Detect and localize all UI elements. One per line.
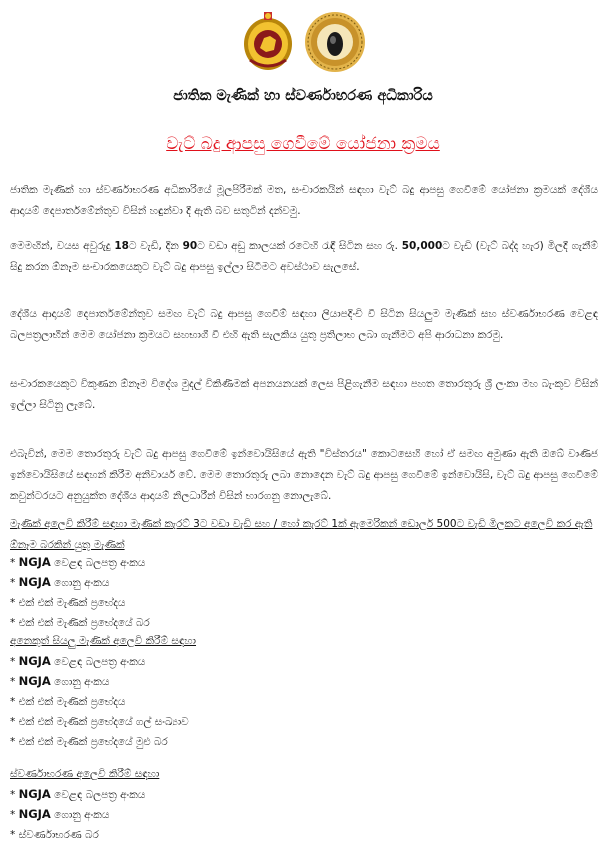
- amount-value: 50,000: [401, 240, 443, 252]
- list-item: * NGJA ගොනු අංකය: [10, 807, 110, 821]
- list-item: * NGJA වෙළඳ බලපත්‍ර අංකය: [10, 787, 146, 801]
- list-item: * NGJA වෙළඳ බලපත්‍ර අංකය: [10, 654, 146, 668]
- section-list-other-gems: [10, 652, 189, 752]
- section-heading-other-gems: අනෙකුත් සියලු මැණික් අලෙවි කිරීම් සඳහා: [10, 635, 197, 647]
- days-value: 90: [182, 240, 198, 252]
- list-item: * ස්වර්ණාභරණ බර: [10, 829, 99, 841]
- section-list-jewellery: [10, 785, 145, 845]
- page-title: වැට් බදු ආපසු ගෙවීමේ යෝජනා ක්‍රමය: [166, 134, 440, 154]
- list-item: * එක් එක් මැණික් ප්‍රභේදය: [10, 597, 126, 609]
- section-heading-jewellery: ස්වර්ණාභරණ අලෙවි කිරීම් සඳහා: [10, 768, 160, 780]
- list-item: * එක් එක් මැණික් ප්‍රභේදයේ බර: [10, 617, 150, 629]
- central-bank-paragraph: සංචාරකයෙකුට විකුණන ඕනෑම විදේශ මුදල් විකිණීමක් අපනයනයක් ලෙස පිළිගැනීම සඳහා පහත තොරතුරු ශ්‍රී ලංකා මහ බැංකුව විසින් ඉල්ලා සිටිනු ලැබේ.: [10, 378, 598, 411]
- section-list-gem-high-value: [10, 553, 150, 633]
- ngja-logo-icon: [303, 10, 367, 74]
- list-item: * NGJA ගොනු අංකය: [10, 674, 110, 688]
- list-item: * එක් එක් මැණික් ප්‍රභේදයේ මුළු බර: [10, 736, 168, 748]
- header-logos: [0, 6, 606, 78]
- organization-name: ජාතික මැණික් හා ස්වර්ණාභරණ අධිකාරිය: [173, 88, 433, 104]
- list-item: * NGJA වෙළඳ බලපත්‍ර අංකය: [10, 555, 146, 569]
- section-heading-gem-high-value: මැණික් අලෙවි කිරීම් සඳහා මැණික් කැරට් 3ට වඩා වැඩි සහ / හෝ කැරට් 1ක් ඇමෙරිකන් ඩොලර් 500ට වැඩි මිලකට අලෙවි කර ඇති ඕනෑම බරකින් යුතු මැණික්: [10, 518, 593, 551]
- eligibility-paragraph: මෙමඟින්, වයස අවුරුදු 18ට වැඩි, දින 90ට වඩා අඩු කාලයක් රටෙහි රැඳී සිටින සහ රු. 50,000ට වැඩි (වැට් බද්ද හැර) මිලදී ගැනීම් සිදු කරන ඕනෑම සංචාරකයෙකුට වැට් බදු ආපසු ඉල්ලා සිටීමට අවස්ථාව සැලසේ.: [10, 240, 598, 273]
- invitation-paragraph: දේශීය ආදායම් දෙපාර්තමේන්තුව සමඟ වැට් බදු ආපසු ගෙවීම් සඳහා ලියාපදිංචි වී සිටින සියලුම මැණික් සහ ස්වර්ණාභරණ වෙළඳ බලපත්‍රලාභීන් මෙම යෝජනා ක්‍රමයට සහභාගී වී එහි ඇති සැලකිය යුතු ප්‍රතිලාභ ලබා ගැනීමට අපි ආරාධනා කරමු.: [10, 308, 598, 341]
- list-item: * එක් එක් මැණික් ප්‍රභේදයේ ගල් සංඛ්‍යාව: [10, 716, 189, 728]
- list-item: * එක් එක් මැණික් ප්‍රභේදය: [10, 696, 126, 708]
- intro-paragraph: ජාතික මැණික් හා ස්වර්ණාභරණ අධිකාරියේ මූලපිරීමක් මත, සංචාරකයින් සඳහා වැට් බදු ආපසු ගෙවීමේ යෝජනා ක්‍රමයක් දේශීය ආදායම් දෙපාර්තමේන්තුව විසින් හඳුන්වා දී ඇති බව සතුටින් දන්වමු.: [10, 184, 598, 217]
- list-item: * NGJA ගොනු අංකය: [10, 575, 110, 589]
- sri-lanka-emblem-icon: [240, 10, 296, 74]
- mandatory-info-paragraph: එබැවින්, මෙම තොරතුරු වැට් බදු ආපසු ගෙවීමේ ඉන්වොයිසියේ ඇති "විස්තරය" කොටසෙහි හෝ ඒ සමඟ අමුණා ඇති ඔබේ වාණිජ ඉන්වොයිසියේ සඳහන් කිරීම අනිවාර්ය වේ. මෙම තොරතුරු ලබා නොදෙන වැට් බදු ආපසු ගෙවීමේ ඉන්වොයිසි, වැට් බදු ආපසු ගෙවීමේ කවුන්ටරයට අනුයුක්ත දේශීය ආදායම් නිලධාරීන් විසින් භාරගනු නොලැබේ.: [10, 448, 598, 502]
- age-value: 18: [114, 240, 129, 252]
